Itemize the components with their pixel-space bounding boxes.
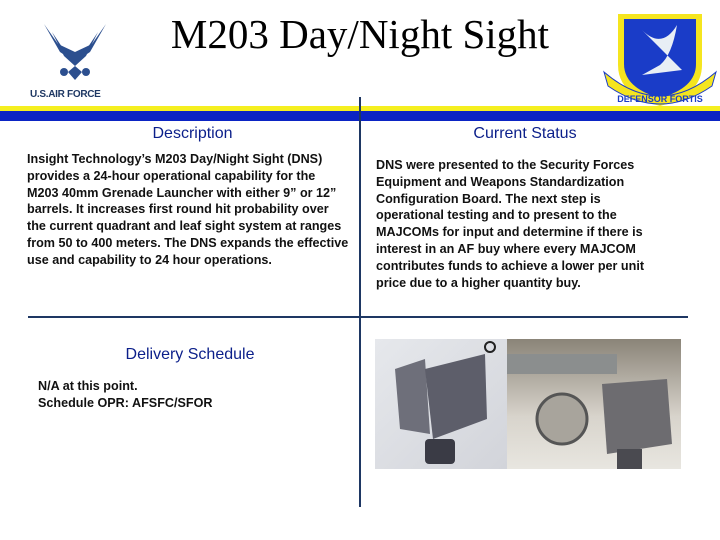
- delivery-line: Schedule OPR: AFSFC/SFOR: [38, 395, 213, 410]
- column-divider: [359, 97, 361, 507]
- status-text: DNS were presented to the Security Forces Equipment and Weapons Standardization Configuration Board. The next step is operational testing and to present to the MAJCOMs for input and determine if there is interest in an AF buy where every MAJCOM contributes funds to achieve a lower per unit price due to a higher quantity buy.: [376, 158, 645, 290]
- description-heading: Description: [152, 125, 233, 142]
- delivery-heading: Delivery Schedule: [125, 346, 255, 363]
- delivery-line: N/A at this point.: [38, 379, 138, 393]
- svg-text:DEFENSOR FORTIS: DEFENSOR FORTIS: [617, 94, 703, 104]
- row-divider: [28, 316, 688, 318]
- sight-photo-mounted: [507, 339, 681, 469]
- status-heading: Current Status: [473, 125, 577, 142]
- slide-title: M203 Day/Night Sight: [170, 11, 550, 57]
- defensor-fortis-shield: [602, 10, 718, 115]
- air-force-logo: [40, 22, 110, 89]
- delivery-text: [38, 378, 338, 412]
- air-force-wordmark: U.S.AIR FORCE: [30, 89, 101, 100]
- sight-photo-standalone: [375, 339, 507, 469]
- description-text: Insight Technology’s M203 Day/Night Sight (DNS) provides a 24-hour operational capability for the M203 40mm Grenade Launcher with either 9” or 12” barrels. It increases first round hit probability over the current quadrant and leaf sight system at ranges from 50 to 400 meters. The DNS expands the effective use and capability to 24 hour operations.: [27, 152, 349, 267]
